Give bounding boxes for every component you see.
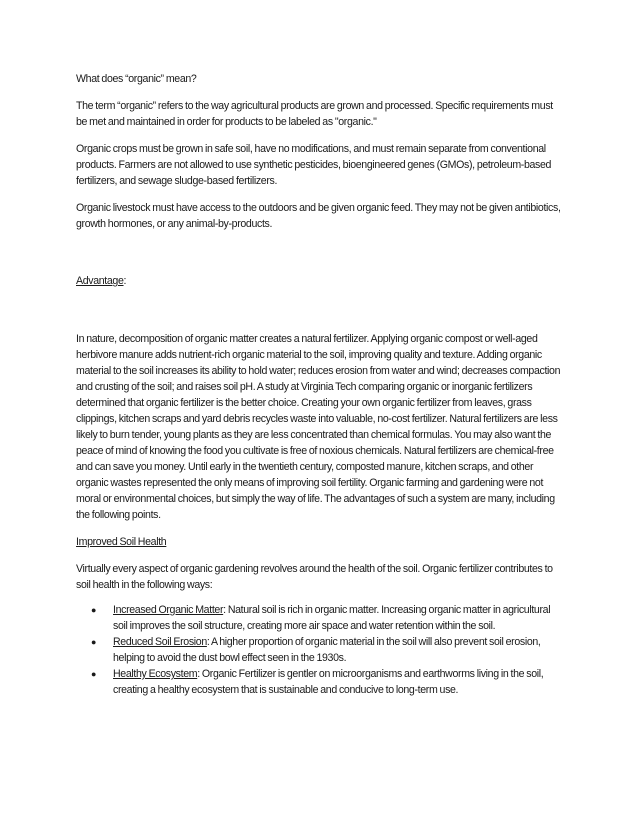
paragraph-organic-crops: Organic crops must be grown in safe soil, have no modifications, and must remain separate from conventional products. Farmers are not allowed to use synthetic pesticides, bioengineered genes (GMOs), petroleum-based fertilizers, and sewage sludge-based fertilizers. (76, 143, 552, 187)
list-item-text: : A higher proportion of organic material in the soil will also prevent soil erosion, helping to avoid the dust bowl effect seen in the 1930s. (113, 636, 541, 664)
bullet-icon: ● (91, 637, 97, 647)
paragraph-advantages: In nature, decomposition of organic matter creates a natural fertilizer. Applying organic compost or well-aged herbivore manure adds nutrient-rich organic material to the soil, improving quality and texture. Adding organic material to the soil increases its ability to hold water; reduces erosion from water and wind; decreases compaction and crusting of the soil; and raises soil pH. A study at Virginia Tech comparing organic or inorganic fertilizers determined that organic fertilizer is the better choice. Creating your own organic fertilizer from leaves, grass clippings, kitchen scraps and yard debris recycles waste into valuable, no-cost fertilizer. Natural fertilizers are less likely to burn tender, young plants as they are less concentrated than chemical formulas. You may also want the peace of mind of knowing the food you cultivate is free of noxious chemicals. Natural fertilizers are chemical-free and can save you money. Until early in the twentieth century, composted manure, kitchen scraps, and other organic wastes represented the only means of improving soil fertility. Organic farming and gardening were not moral or environmental choices, but simply the way of life. The advantages of such a system are many, including the following points. (76, 333, 561, 521)
improved-soil-health-heading: Improved Soil Health (76, 536, 167, 548)
soil-health-list (76, 602, 566, 698)
paragraph-organic-livestock: Organic livestock must have access to the outdoors and be given organic feed. They may not be given antibiotics, growth hormones, or any animal-by-products. (76, 202, 561, 230)
bullet-icon: ● (91, 605, 97, 615)
doc-heading: What does “organic” mean? (76, 73, 197, 85)
list-item-title: Reduced Soil Erosion (113, 636, 207, 648)
advantage-label: Advantage (76, 275, 124, 287)
paragraph-organic-definition: The term “organic” refers to the way agricultural products are grown and processed. Specific requirements must be met and maintained in order for products to be labeled as "organic." (76, 100, 553, 128)
document-page (76, 71, 566, 698)
list-item (76, 666, 566, 698)
list-item-text: : Organic Fertilizer is gentler on microorganisms and earthworms living in the soil, creating a healthy ecosystem that is sustainable and conducive to long-term use. (113, 668, 544, 696)
list-item (76, 602, 566, 634)
advantage-colon: : (123, 275, 127, 287)
list-item-title: Healthy Ecosystem (113, 668, 198, 680)
list-item (76, 634, 566, 666)
paragraph-soil-health: Virtually every aspect of organic gardening revolves around the health of the soil. Organic fertilizer contributes to soil health in the following ways: (76, 563, 553, 591)
advantage-heading (76, 273, 566, 289)
bullet-icon: ● (91, 669, 97, 679)
list-item-text: : Natural soil is rich in organic matter. Increasing organic matter in agricultural soil improves the soil structure, creating more air space and water retention within the soil. (113, 604, 551, 632)
list-item-title: Increased Organic Matter (113, 604, 224, 616)
